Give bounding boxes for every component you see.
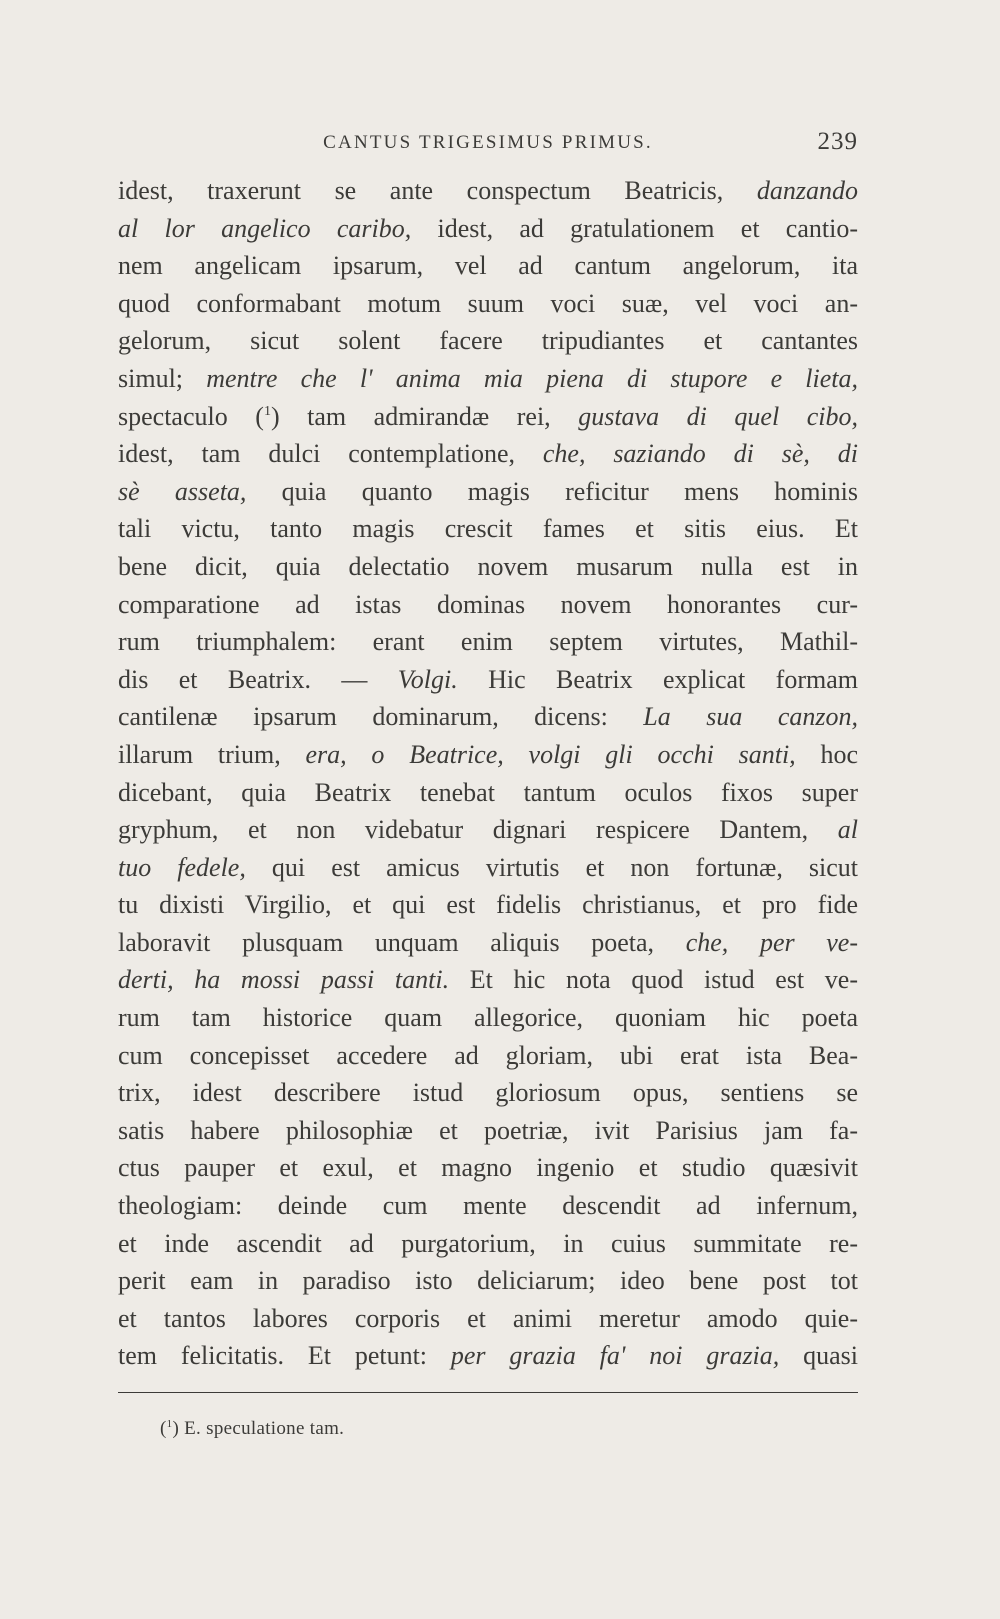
footnote-open-paren: (	[160, 1418, 167, 1439]
footnote-reference: 1	[263, 403, 271, 419]
footnote-close-paren: )	[172, 1418, 180, 1439]
text-segment: quia quanto magis reficitur mens hominis	[246, 476, 858, 506]
text-segment: ) tam admirandæ rei,	[270, 401, 579, 431]
italic-quotation: sè asseta,	[118, 476, 247, 506]
text-segment: idest, ad gratulationem et cantio-	[411, 213, 858, 243]
text-segment: Et hic nota quod istud est ve-	[449, 965, 858, 995]
text-line	[118, 623, 858, 661]
text-segment: ctus pauper et exul, et magno ingenio et studio quæsivit	[118, 1153, 858, 1183]
text-line	[118, 510, 858, 548]
text-segment: dis et Beatrix. —	[118, 664, 398, 694]
text-line	[118, 1262, 858, 1300]
italic-quotation: Volgi.	[397, 664, 458, 694]
text-segment: bene dicit, quia delectatio novem musarum nulla est in	[118, 551, 858, 581]
text-line	[118, 1300, 858, 1338]
text-segment: simul;	[118, 363, 207, 393]
italic-quotation: tuo fedele,	[118, 852, 246, 882]
text-segment: comparatione ad istas dominas novem honorantes cur-	[118, 589, 858, 619]
running-title: CANTUS TRIGESIMUS PRIMUS.	[323, 132, 653, 153]
text-line	[118, 360, 858, 398]
text-line	[118, 586, 858, 624]
text-line	[118, 435, 858, 473]
text-line	[118, 698, 858, 736]
text-segment: idest, tam dulci contemplatione,	[118, 439, 543, 469]
text-segment: cantilenæ ipsarum dominarum, dicens:	[118, 702, 644, 732]
italic-quotation: mentre che l' anima mia piena di stupore e lieta,	[206, 363, 859, 393]
footnote-text: E. speculatione tam.	[179, 1418, 345, 1439]
text-line	[118, 548, 858, 586]
text-segment: tali victu, tanto magis crescit fames et sitis eius. Et	[118, 514, 858, 544]
text-segment: nem angelicam ipsarum, vel ad cantum angelorum, ita	[118, 251, 858, 281]
text-segment: perit eam in paradiso isto deliciarum; ideo bene post tot	[118, 1266, 858, 1296]
text-line	[118, 811, 858, 849]
text-segment: quasi	[779, 1341, 858, 1371]
text-line	[118, 285, 858, 323]
italic-quotation: era, o Beatrice, volgi gli occhi santi,	[305, 739, 796, 769]
text-line	[118, 1149, 858, 1187]
text-segment: trix, idest describere istud gloriosum opus, sentiens se	[118, 1078, 858, 1108]
text-segment: et tantos labores corporis et animi meretur amodo quie-	[118, 1303, 858, 1333]
text-segment: dicebant, quia Beatrix tenebat tantum oculos fixos super	[118, 777, 858, 807]
text-line	[118, 661, 858, 699]
text-segment: illarum trium,	[118, 739, 306, 769]
page-number: 239	[817, 128, 858, 155]
italic-quotation: al lor angelico caribo,	[118, 213, 412, 243]
text-line	[118, 1074, 858, 1112]
text-segment: gryphum, et non videbatur dignari respicere Dantem,	[118, 815, 838, 845]
text-segment: gelorum, sicut solent facere tripudiantes et cantantes	[118, 326, 858, 356]
italic-quotation: al	[837, 815, 858, 845]
text-line	[118, 736, 858, 774]
italic-quotation: derti, ha mossi passi tanti.	[118, 965, 450, 995]
footnote-rule	[118, 1392, 858, 1393]
italic-quotation: La sua canzon,	[643, 702, 858, 732]
text-segment: spectaculo (	[118, 401, 264, 431]
text-segment: Hic Beatrix explicat formam	[457, 664, 858, 694]
text-line	[118, 172, 858, 210]
text-segment: theologiam: deinde cum mente descendit ad infernum,	[118, 1191, 858, 1221]
body-text	[118, 172, 858, 1375]
running-head	[118, 130, 858, 160]
text-line	[118, 774, 858, 812]
italic-quotation: danzando	[756, 176, 858, 205]
text-segment: tu dixisti Virgilio, et qui est fidelis christianus, et pro fide	[118, 890, 858, 920]
text-segment: et inde ascendit ad purgatorium, in cuius summitate re-	[118, 1228, 858, 1258]
text-line	[118, 1187, 858, 1225]
text-line	[118, 398, 858, 436]
italic-quotation: che, per ve-	[685, 927, 858, 957]
text-line	[118, 924, 858, 962]
text-segment: qui est amicus virtutis et non fortunæ, sicut	[245, 852, 858, 882]
text-line	[118, 247, 858, 285]
text-segment: rum tam historice quam allegorice, quoniam hic poeta	[118, 1003, 858, 1033]
text-segment: idest, traxerunt se ante conspectum Beatricis,	[118, 176, 757, 205]
text-line	[118, 849, 858, 887]
italic-quotation: che, saziando di sè, di	[542, 439, 858, 469]
text-line	[118, 1112, 858, 1150]
italic-quotation: gustava di quel cibo,	[578, 401, 858, 431]
text-segment: tem felicitatis. Et petunt:	[118, 1341, 451, 1371]
text-line	[118, 210, 858, 248]
text-line	[118, 961, 858, 999]
text-segment: cum concepisset accedere ad gloriam, ubi erat ista Bea-	[118, 1040, 858, 1070]
text-segment: hoc	[795, 739, 859, 769]
footnote	[160, 1418, 344, 1440]
text-segment: rum triumphalem: erant enim septem virtutes, Mathil-	[118, 627, 858, 657]
text-line	[118, 322, 858, 360]
italic-quotation: per grazia fa' noi grazia,	[450, 1341, 780, 1371]
text-line	[118, 1337, 858, 1375]
footnote-marker: 1	[166, 1418, 173, 1430]
text-line	[118, 886, 858, 924]
text-line	[118, 473, 858, 511]
text-segment: quod conformabant motum suum voci suæ, vel voci an-	[118, 288, 858, 318]
text-line	[118, 1037, 858, 1075]
text-line	[118, 999, 858, 1037]
text-segment: satis habere philosophiæ et poetriæ, ivit Parisius jam fa-	[118, 1115, 858, 1145]
text-line	[118, 1225, 858, 1263]
text-segment: laboravit plusquam unquam aliquis poeta,	[118, 927, 686, 957]
